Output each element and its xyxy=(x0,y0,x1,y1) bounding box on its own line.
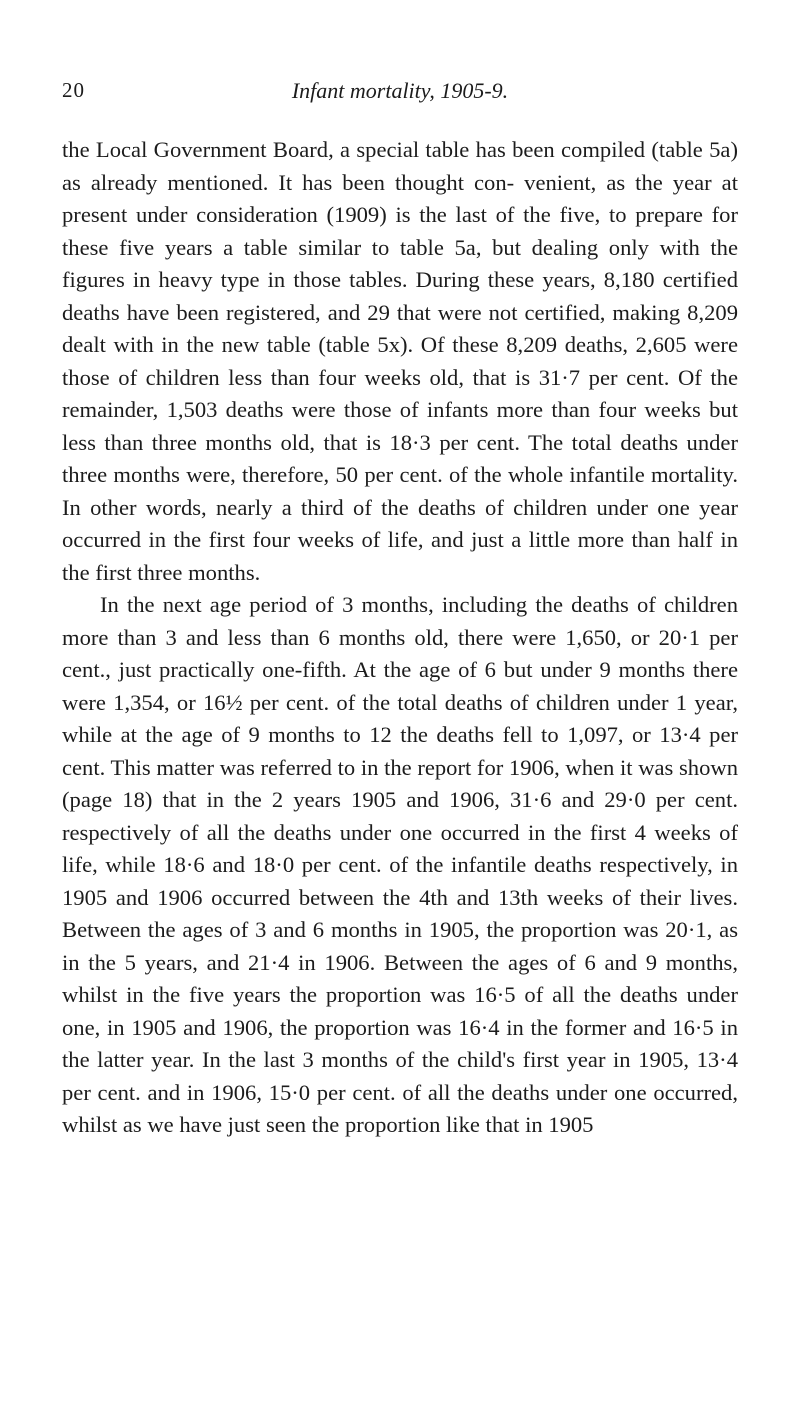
paragraph-age-periods: In the next age period of 3 months, including the deaths of children more than 3 and less than 6 months old, there were 1,650, or 20·1 per cent., just practically one-fifth. At the age of 6 but under 9 months there were 1,354, or 16½ per cent. of the total deaths of children under 1 year, while at the age of 9 months to 12 the deaths fell to 1,097, or 13·4 per cent. This matter was referred to in the report for 1906, when it was shown (page 18) that in the 2 years 1905 and 1906, 31·6 and 29·0 per cent. respectively of all the deaths under one occurred in the first 4 weeks of life, while 18·6 and 18·0 per cent. of the infantile deaths respectively, in 1905 and 1906 occurred between the 4th and 13th weeks of their lives. Between the ages of 3 and 6 months in 1905, the proportion was 20·1, as in the 5 years, and 21·4 in 1906. Between the ages of 6 and 9 months, whilst in the five years the proportion was 16·5 of all the deaths under one, in 1905 and 1906, the proportion was 16·4 in the former and 16·5 in the latter year. In the last 3 months of the child's first year in 1905, 13·4 per cent. and in 1906, 15·0 per cent. of all the deaths under one occurred, whilst as we have just seen the proportion like that in 1905 xyxy=(62,592,738,1137)
running-title: Infant mortality, 1905-9. xyxy=(291,78,509,103)
paragraph-continued: the Local Government Board, a special table has been compiled (table 5a) as already mentioned. It has been thought con- venient, as the year at present under consideration (1909) is the last of the five, to prepare for these five years a table similar to table 5a, but dealing only with the figures in heavy type in those tables. During these years, 8,180 certified deaths have been registered, and 29 that were not certified, making 8,209 dealt with in the new table (table 5x). Of these 8,209 deaths, 2,605 were those of children less than four weeks old, that is 31·7 per cent. Of the remainder, 1,503 deaths were those of infants more than four weeks but less than three months old, that is 18·3 per cent. The total deaths under three months were, therefore, 50 per cent. of the whole infantile mortality. In other words, nearly a third of the deaths of children under one year occurred in the first four weeks of life, and just a little more than half in the first three months. xyxy=(62,137,738,585)
body-text xyxy=(62,134,738,1142)
page-number: 20 xyxy=(62,78,85,102)
running-head xyxy=(62,78,738,108)
